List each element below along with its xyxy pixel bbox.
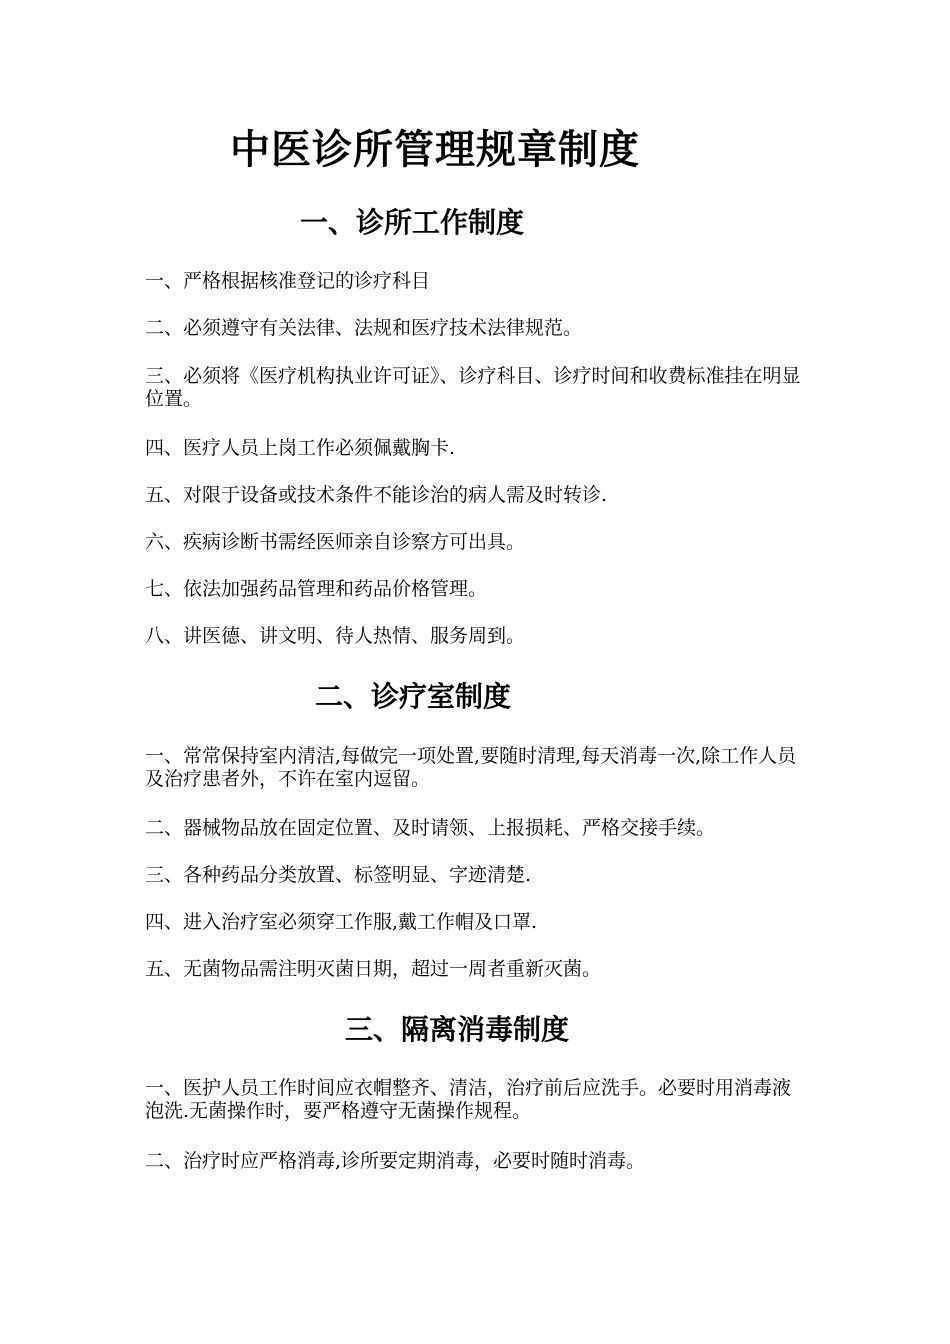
section-1-item-3: 三、必须将《医疗机构执业许可证》、诊疗科目、诊疗时间和收费标准挂在明显位置。 — [145, 365, 801, 410]
section-1-item-8: 八、讲医德、讲文明、待人热情、服务周到。 — [145, 625, 526, 647]
section-1-item-4: 四、医疗人员上岗工作必须佩戴胸卡. — [145, 437, 456, 459]
section-1-item-5: 五、对限于设备或技术条件不能诊治的病人需及时转诊. — [145, 484, 608, 506]
section-2-item-2: 二、器械物品放在固定位置、及时请领、上报损耗、严格交接手续。 — [145, 817, 716, 839]
section-heading-clinic-work: 一、诊所工作制度 — [300, 206, 525, 239]
section-2-item-4: 四、进入治疗室必须穿工作服,戴工作帽及口罩. — [145, 911, 538, 933]
section-1-item-1: 一、严格根据核准登记的诊疗科目 — [145, 270, 431, 292]
section-1-item-7: 七、依法加强药品管理和药品价格管理。 — [145, 578, 488, 600]
section-1-item-2: 二、必须遵守有关法律、法规和医疗技术法律规范。 — [145, 317, 583, 339]
document-title: 中医诊所管理规章制度 — [230, 127, 640, 173]
section-2-item-3: 三、各种药品分类放置、标签明显、字迹清楚. — [145, 864, 532, 886]
section-heading-isolation-disinfection: 三、隔离消毒制度 — [345, 1013, 570, 1046]
section-heading-treatment-room: 二、诊疗室制度 — [315, 680, 512, 713]
section-3-item-2: 二、治疗时应严格消毒,诊所要定期消毒，必要时随时消毒。 — [145, 1150, 646, 1172]
section-3-item-1: 一、医护人员工作时间应衣帽整齐、清洁，治疗前后应洗手。必要时用消毒液泡洗.无菌操作时，要严格遵守无菌操作规程。 — [145, 1077, 792, 1122]
section-2-item-1: 一、常常保持室内清洁,每做完一项处置,要随时清理,每天消毒一次,除工作人员及治疗患者外，不许在室内逗留。 — [145, 745, 797, 790]
section-1-item-6: 六、疾病诊断书需经医师亲自诊察方可出具。 — [145, 531, 526, 553]
section-2-item-5: 五、无菌物品需注明灭菌日期，超过一周者重新灭菌。 — [145, 958, 602, 980]
